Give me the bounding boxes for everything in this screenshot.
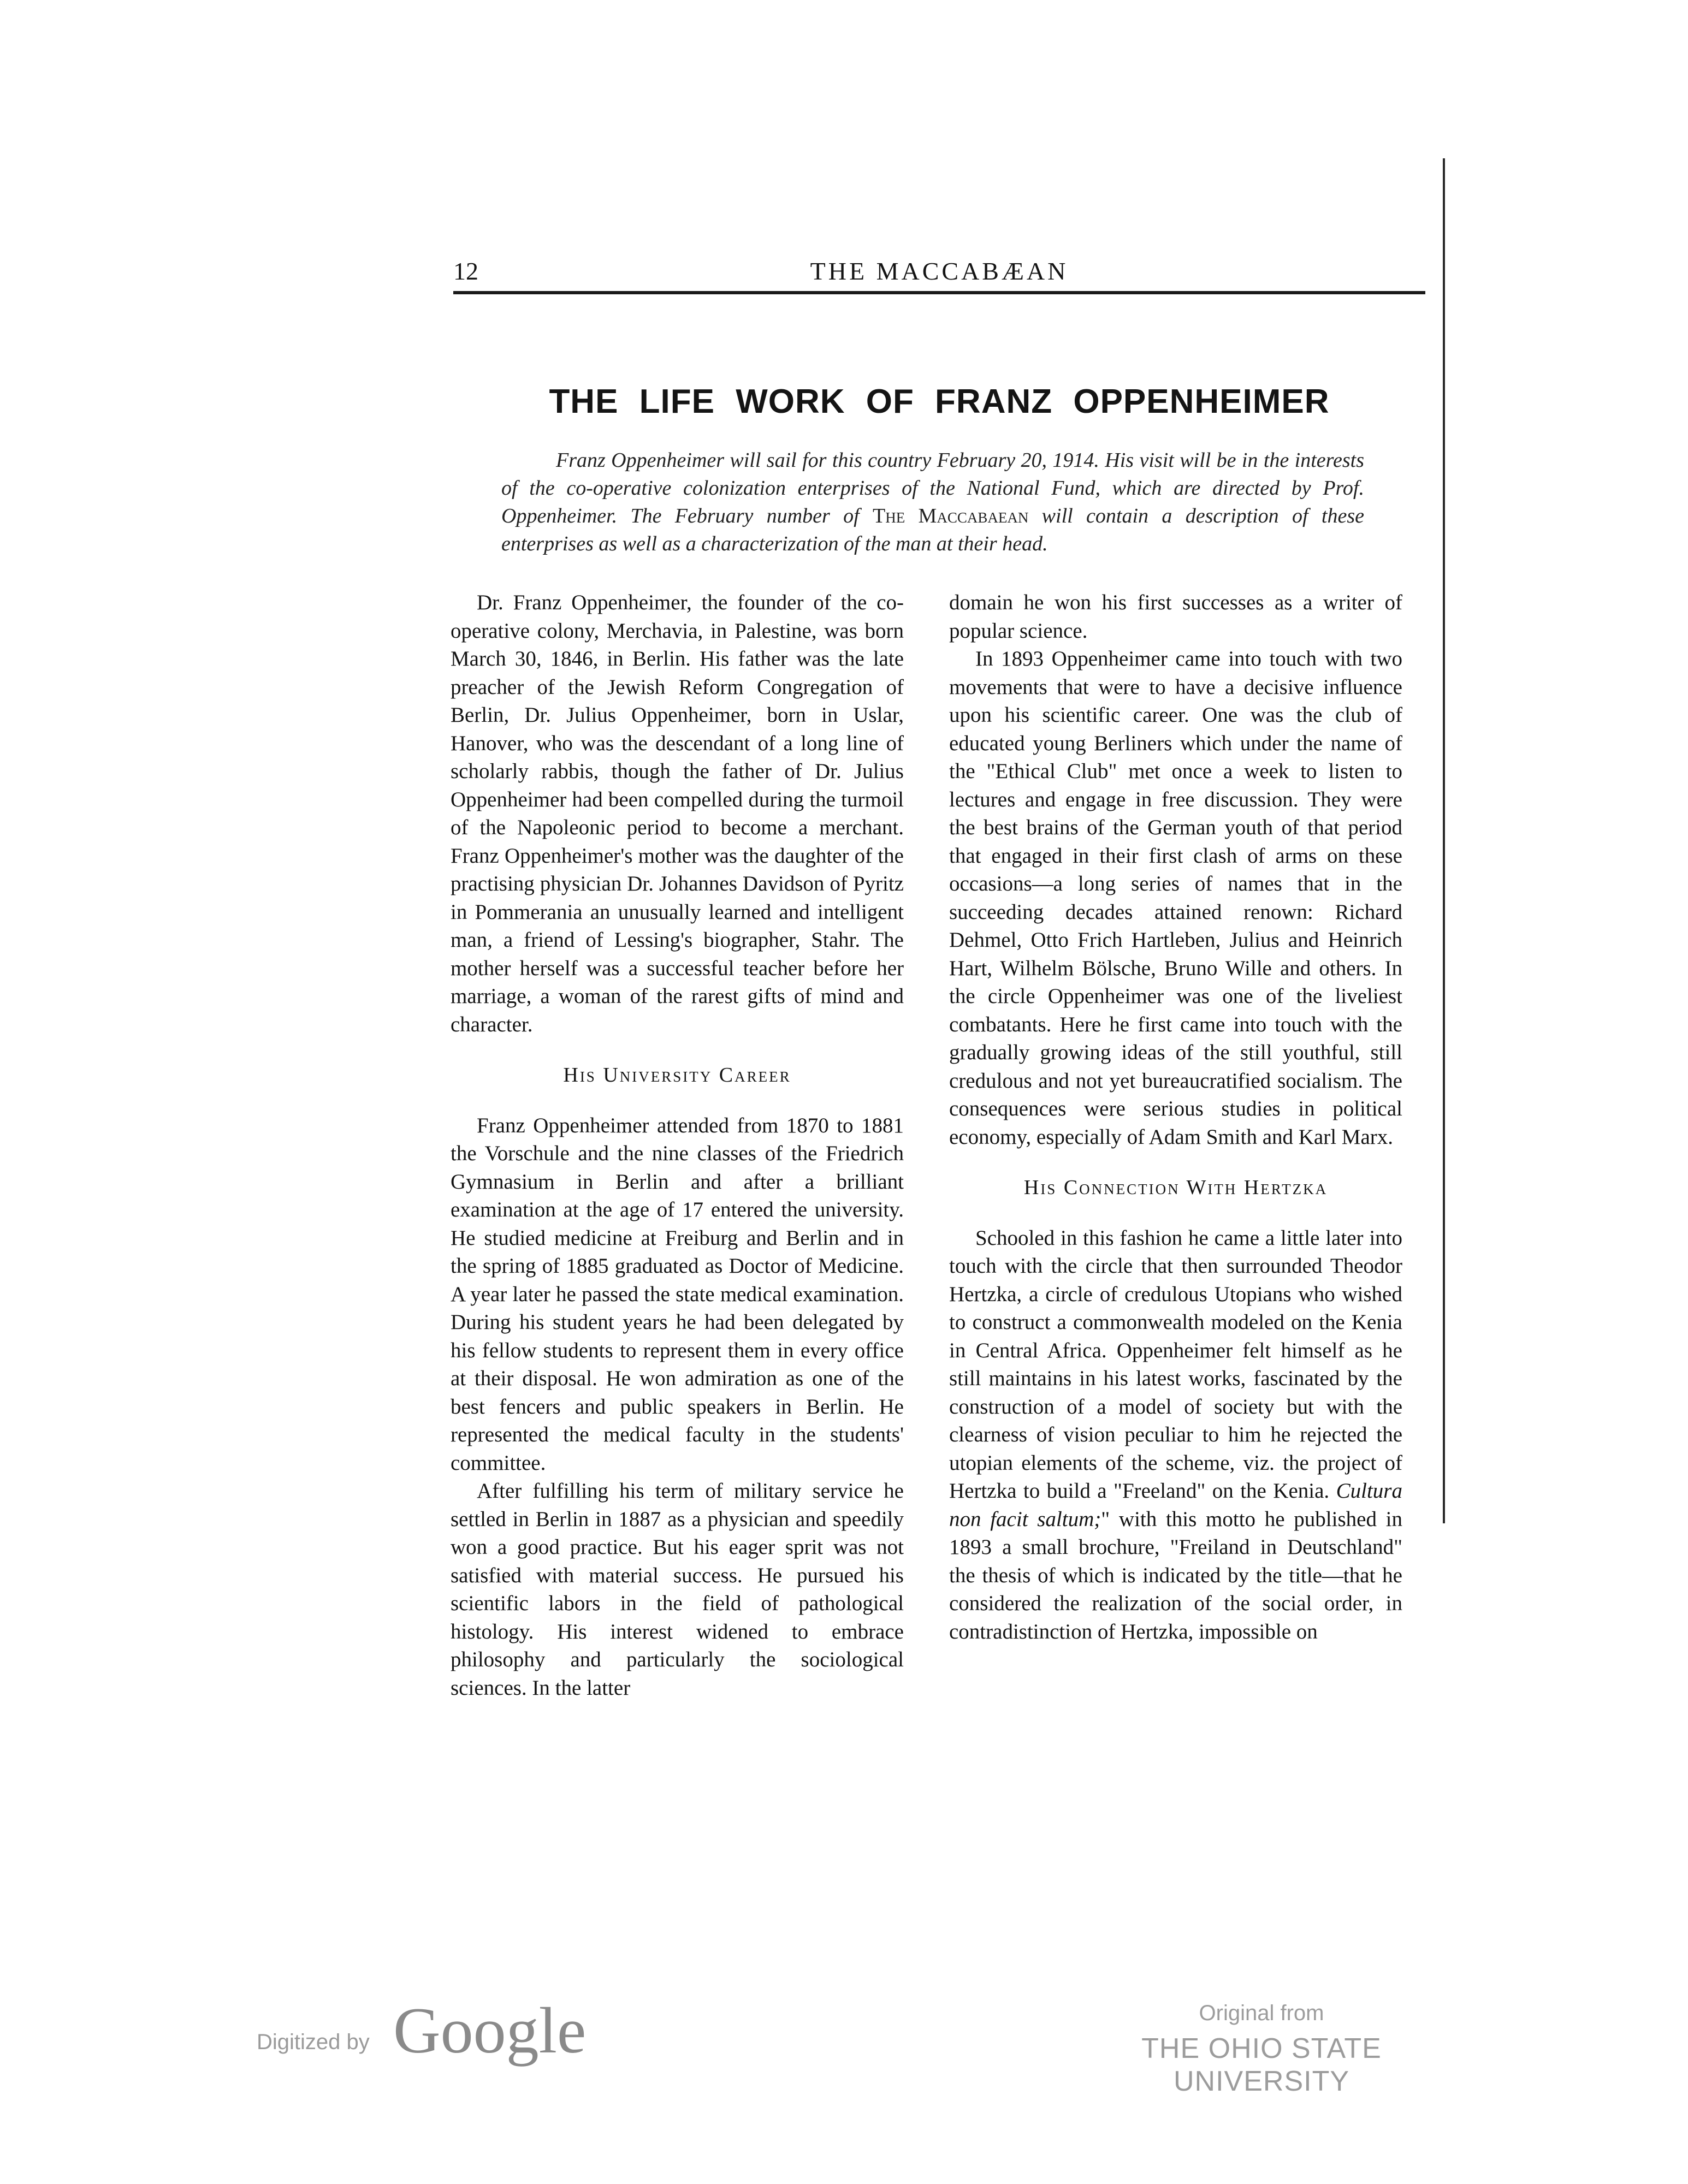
left-column: [451, 589, 904, 1702]
google-logo: Google: [393, 1994, 587, 2067]
subheading-hertzka: His Connection With Hertzka: [1023, 1176, 1328, 1199]
paragraph-text-b: " with this motto he published in 1893 a small brochure, "Freiland in Deutschland" the thesis of which is indicated by the title—that he considered the realization of the social order, in contradistinction of Hertzka, impossible on: [949, 1507, 1402, 1643]
paragraph-continued: domain he won his first successes as a writer of popular science.: [949, 591, 1402, 643]
latin-motto: Cultura non facit saltum;: [949, 1479, 1402, 1531]
running-head: THE MACCABÆAN: [810, 257, 1069, 285]
paragraph-text-a: Schooled in this fashion he came a little later into touch with the circle that then surrounded Theodor Hertzka, a circle of credulous Utopians who wished to construct a commonwealth modeled on the Kenia in Central Africa. Oppenheimer felt himself as he still maintains in his latest works, fascinated by the construction of a model of society but with the clearness of vision peculiar to him he rejected the utopian elements of the scheme, viz. the project of Hertzka to build a "Freeland" on the Kenia.: [949, 1226, 1402, 1503]
intro-text-1: Franz Oppenheimer will sail for this country February 20, 1914. His visit will be in the interests of the co-operative colonization enterprises of the National Fund, which are directed by Prof. Oppenheimer. The February number of: [501, 449, 1364, 527]
original-from-mark: [1054, 2001, 1469, 2098]
page-edge-rule: [1443, 158, 1445, 1523]
intro-magazine-name: The Maccabaean: [873, 505, 1029, 527]
original-from-text: Original from: [1199, 2001, 1324, 2025]
intro-text-2: will contain a description of these enterprises as well as a characterization of the man at their head.: [501, 505, 1364, 555]
digitized-by-text: Digitized by: [257, 2030, 370, 2054]
paragraph: After fulfilling his term of military service he settled in Berlin in 1887 as a physician and speedily won a good practice. But his eager sprit was not satisfied with material success. He pursued his scientific labors in the field of pathological histology. His interest widened to embrace philosophy and particularly the sociological sciences. In the latter: [451, 1479, 904, 1700]
institution-name: THE OHIO STATE UNIVERSITY: [1141, 2033, 1382, 2097]
right-column: [949, 589, 1402, 1646]
page-header: [453, 257, 1425, 289]
page-number: 12: [453, 257, 478, 285]
paragraph: Dr. Franz Oppenheimer, the founder of the co-operative colony, Merchavia, in Palestine, was born March 30, 1846, in Berlin. His father was the late preacher of the Jewish Reform Congregation of Berlin, Dr. Julius Oppenheimer, born in Uslar, Hanover, who was the descendant of a long line of scholarly rabbis, though the father of Dr. Julius Oppenheimer had been compelled during the turmoil of the Napoleonic period to become a merchant. Franz Oppenheimer's mother was the daughter of the practising physician Dr. Johannes Davidson of Pyritz in Pommerania an unusually learned and intelligent man, a friend of Lessing's biographer, Stahr. The mother herself was a successful teacher before her marriage, a woman of the rarest gifts of mind and character.: [451, 591, 904, 1036]
paragraph: In 1893 Oppenheimer came into touch with two movements that were to have a decisive influence upon his scientific career. One was the club of educated young Berliners which under the name of the "Ethical Club" met once a week to listen to lectures and engage in free discussion. They were the best brains of the German youth of that period that engaged in their first clash of arms on these occasions—a long series of names that in the succeeding decades attained renown: Richard Dehmel, Otto Frich Hartleben, Julius and Heinrich Hart, Wilhelm Bölsche, Bruno Wille and others. In the circle Oppenheimer was one of the liveliest combatants. Here he first came into touch with the gradually growing ideas of the still youthful, still credulous and not yet bureaucratified socialism. The consequences were serious studies in political economy, especially of Adam Smith and Karl Marx.: [949, 647, 1402, 1149]
article-intro: [501, 447, 1364, 558]
subheading-university-career: His University Career: [563, 1064, 791, 1087]
paragraph: Franz Oppenheimer attended from 1870 to 1881 the Vorschule and the nine classes of the Friedrich Gymnasium in Berlin and after a brilliant examination at the age of 17 entered the university. He studied medicine at Freiburg and Berlin and in the spring of 1885 graduated as Doctor of Medicine. A year later he passed the state medical examination. During his student years he had been delegated by his fellow students to represent them in every office at their disposal. He won admiration as one of the best fencers and public speakers in Berlin. He represented the medical faculty in the students' committee.: [451, 1113, 904, 1475]
header-rule: [453, 291, 1425, 294]
paragraph: [949, 1224, 1402, 1646]
article-title: THE LIFE WORK OF FRANZ OPPENHEIMER: [549, 383, 1330, 420]
